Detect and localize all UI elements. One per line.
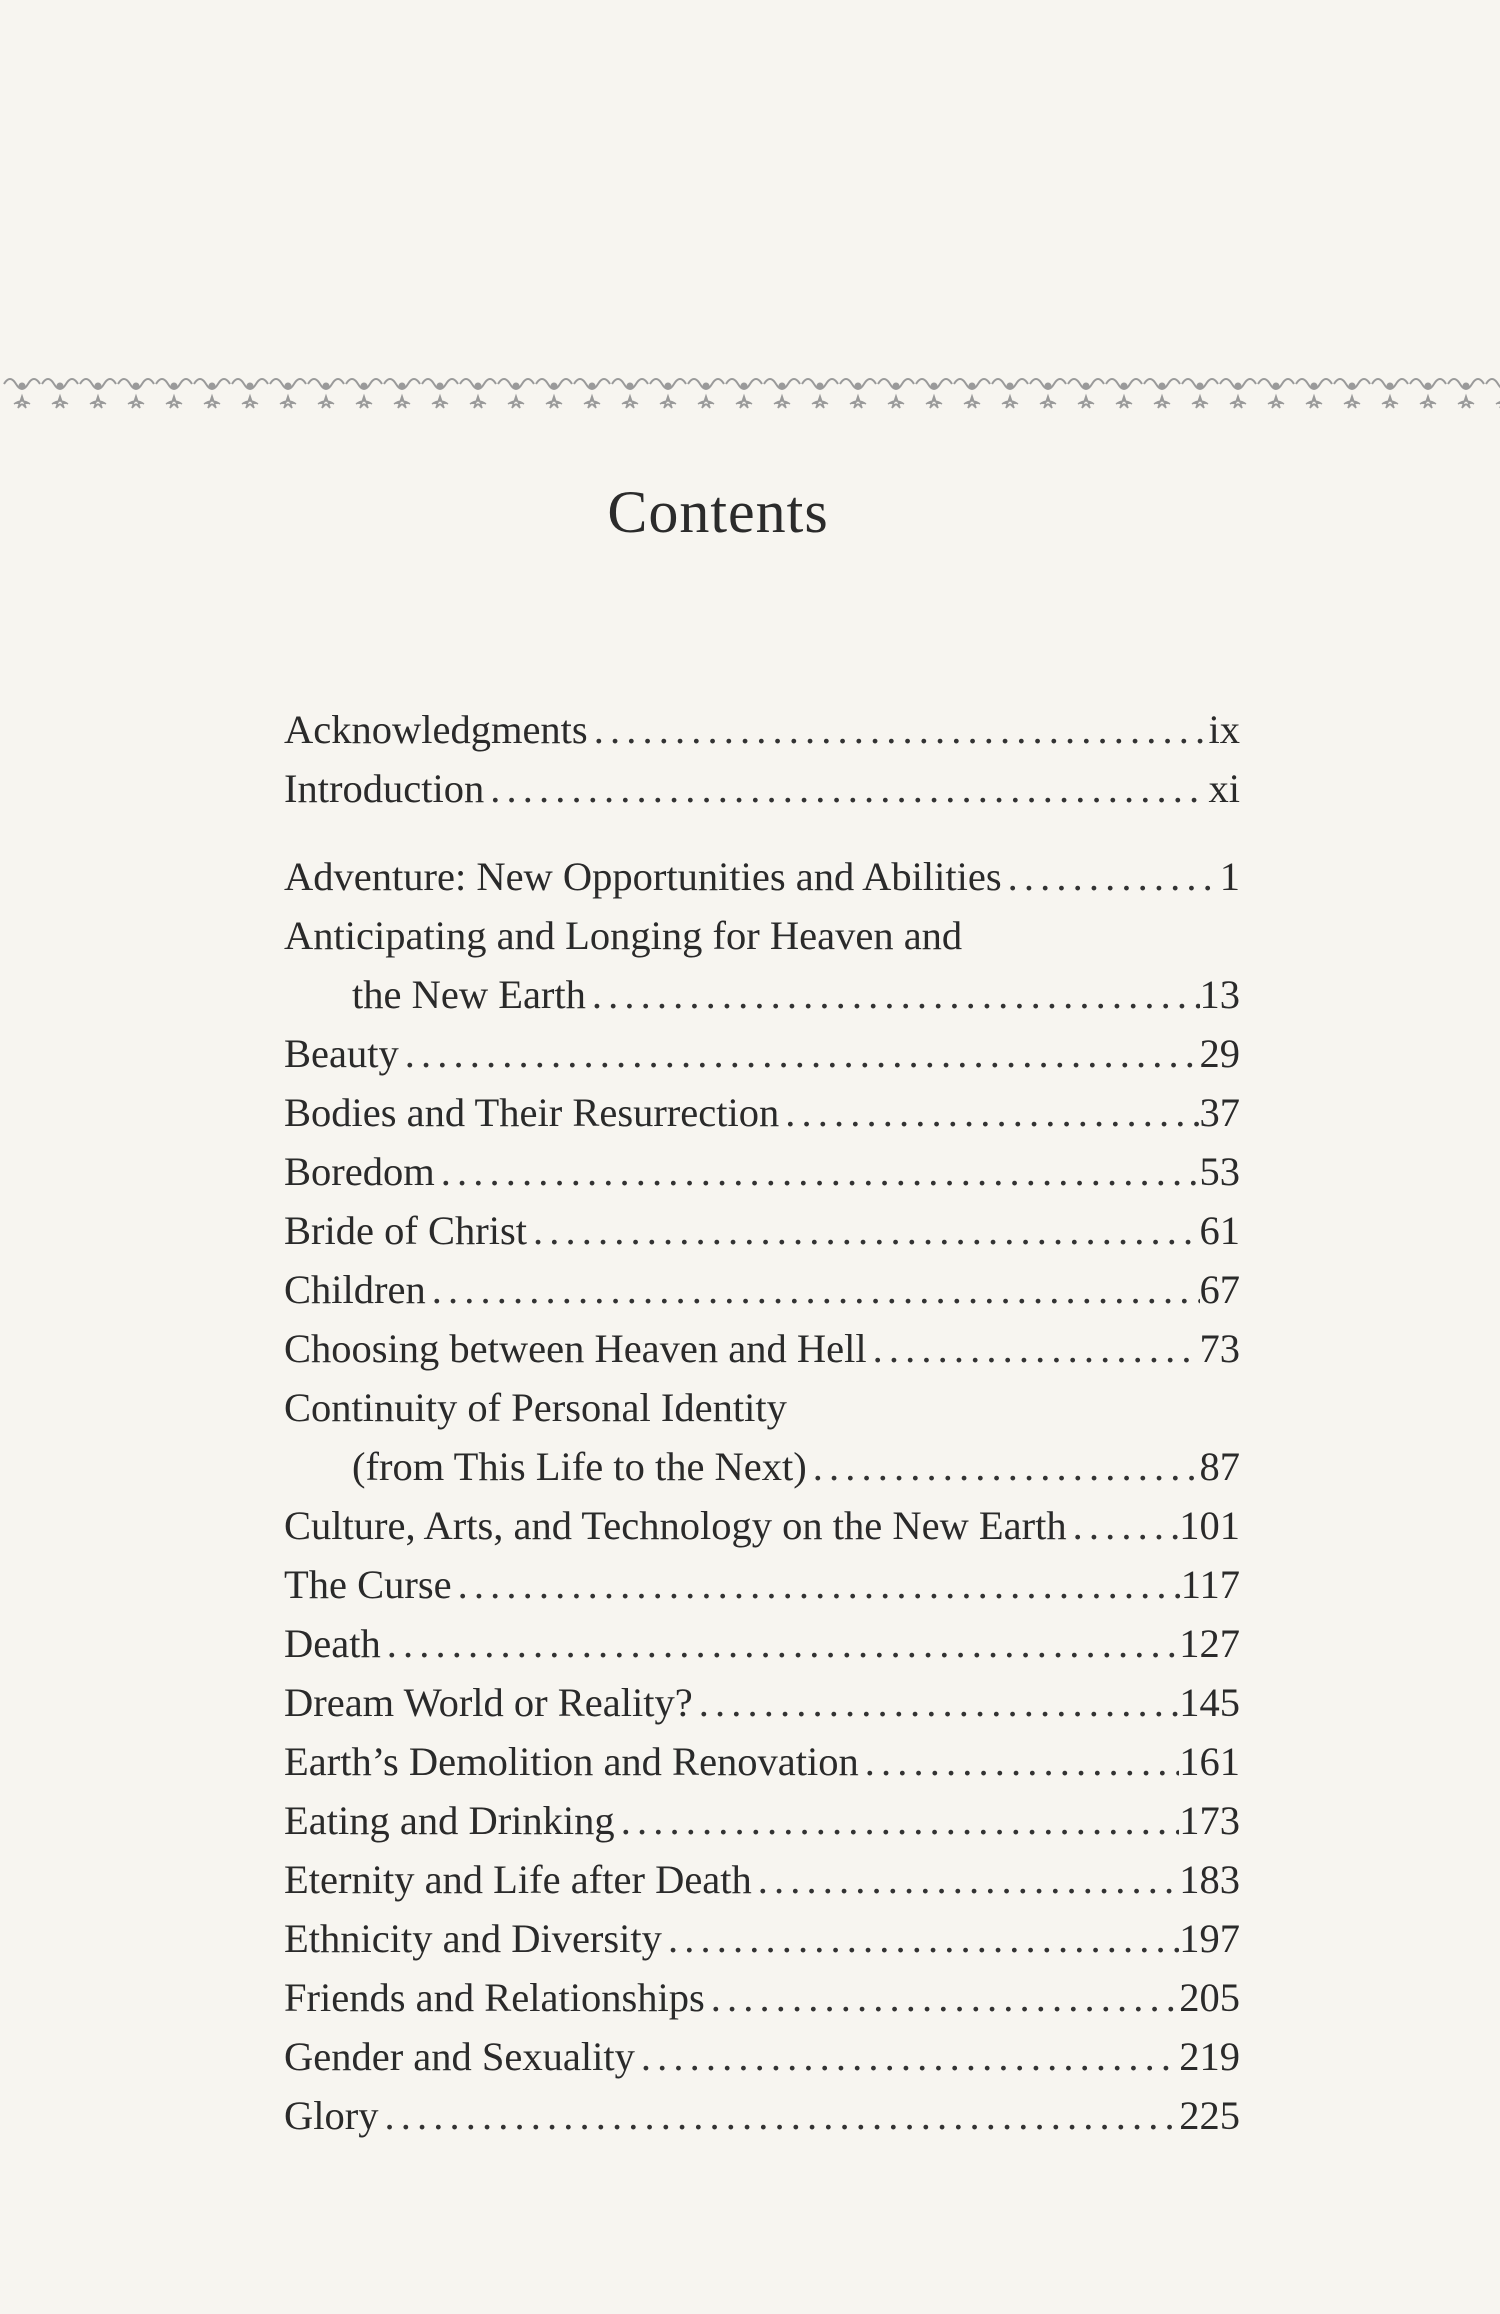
fleur-motif-icon: [764, 379, 800, 408]
toc-entry-page-number: 1: [1219, 854, 1240, 899]
page-title: Contents: [607, 479, 829, 545]
toc-entry[interactable]: [284, 1968, 1240, 2027]
dot-leader: [1002, 847, 1220, 906]
toc-entry-label-line1: Anticipating and Longing for Heaven and: [284, 913, 963, 958]
toc-entry-line: [284, 1496, 1240, 1555]
fleur-motif-icon: [574, 379, 610, 408]
toc-entry-label: Eternity and Life after Death: [284, 1857, 752, 1902]
toc-entry[interactable]: [284, 1614, 1240, 1673]
dot-leader: [379, 2086, 1180, 2145]
dot-leader: [381, 1614, 1180, 1673]
toc-entry[interactable]: [284, 1260, 1240, 1319]
toc-entry-page-number: 205: [1179, 1975, 1240, 2020]
fleur-motif-icon: [1030, 379, 1066, 408]
toc-entry-page-number: 61: [1199, 1208, 1240, 1253]
toc-entry-label: Introduction: [284, 766, 485, 811]
toc-entry-label: Boredom: [284, 1149, 435, 1194]
toc-entry-page-number: 197: [1179, 1916, 1240, 1961]
toc-entry-page-number: 161: [1179, 1739, 1240, 1784]
dot-leader: [807, 1437, 1200, 1496]
fleur-motif-icon: [1258, 379, 1294, 408]
toc-entry[interactable]: [284, 1909, 1240, 1968]
toc-entry-page-number: 145: [1179, 1680, 1240, 1725]
fleur-motif-icon: [1334, 379, 1370, 408]
toc-entry-line: [284, 1968, 1240, 2027]
fleur-motif-icon: [1144, 379, 1180, 408]
toc-entry[interactable]: [284, 759, 1240, 818]
fleur-motif-icon: [42, 379, 78, 408]
toc-entry[interactable]: [284, 1673, 1240, 1732]
toc-entry-label: Ethnicity and Diversity: [284, 1916, 662, 1961]
toc-entry-page-number: 219: [1179, 2034, 1240, 2079]
toc-entry[interactable]: [284, 1319, 1240, 1378]
dot-leader: [588, 700, 1209, 759]
toc-entry-line: [284, 965, 1240, 1024]
toc-entry-line: [284, 1909, 1240, 1968]
fleur-motif-icon: [384, 379, 420, 408]
dot-leader: [426, 1260, 1200, 1319]
dot-leader: [399, 1024, 1200, 1083]
fleur-motif-icon: [194, 379, 230, 408]
fleur-motif-icon: [650, 379, 686, 408]
toc-entry-line: [284, 1791, 1240, 1850]
toc-entry-page-number: 173: [1179, 1798, 1240, 1843]
toc-entry-label: Earth’s Demolition and Renovation: [284, 1739, 859, 1784]
toc-entry-label: Eating and Drinking: [284, 1798, 615, 1843]
dot-leader: [867, 1319, 1200, 1378]
dot-leader: [586, 965, 1200, 1024]
toc-entry[interactable]: [284, 1496, 1240, 1555]
fleur-motif-icon: [1296, 379, 1332, 408]
dot-leader: [779, 1083, 1199, 1142]
fleur-motif-icon: [1410, 379, 1446, 408]
fleur-motif-icon: [840, 379, 876, 408]
dot-leader: [693, 1673, 1180, 1732]
toc-entry-line: [284, 2086, 1240, 2145]
dot-leader: [705, 1968, 1180, 2027]
fleur-motif-icon: [1486, 379, 1500, 408]
toc-entry-label: Beauty: [284, 1031, 399, 1076]
toc-entry-line: [284, 759, 1240, 818]
dot-leader: [435, 1142, 1200, 1201]
toc-entry-line: [284, 1083, 1240, 1142]
toc-entry[interactable]: [284, 2027, 1240, 2086]
dot-leader: [527, 1201, 1200, 1260]
fleur-motif-icon: [308, 379, 344, 408]
ornamental-border-icon: [0, 370, 1500, 422]
toc-entry-page-number: ix: [1208, 707, 1240, 752]
toc-entry[interactable]: [284, 1142, 1240, 1201]
toc-entry-page-number: 13: [1199, 972, 1240, 1017]
fleur-motif-icon: [992, 379, 1028, 408]
dot-leader: [1067, 1496, 1180, 1555]
fleur-motif-icon: [878, 379, 914, 408]
fleur-motif-icon: [688, 379, 724, 408]
toc-entry-label: (from This Life to the Next): [352, 1444, 807, 1489]
toc-entry-page-number: 29: [1199, 1031, 1240, 1076]
toc-entry-label: Bodies and Their Resurrection: [284, 1090, 780, 1135]
toc-entry[interactable]: [284, 2086, 1240, 2145]
toc-entry-line: [284, 847, 1240, 906]
toc-entry-label: The Curse: [284, 1562, 452, 1607]
toc-entry-line: [284, 1850, 1240, 1909]
fleur-motif-icon: [1220, 379, 1256, 408]
toc-entry-page-number: 101: [1179, 1503, 1240, 1548]
toc-entry[interactable]: [284, 1378, 1240, 1496]
fleur-motif-icon: [536, 379, 572, 408]
toc-entry-label: Gender and Sexuality: [284, 2034, 635, 2079]
toc-entry[interactable]: [284, 1732, 1240, 1791]
toc-entry-label: Choosing between Heaven and Hell: [284, 1326, 867, 1371]
toc-entry-label: Bride of Christ: [284, 1208, 527, 1253]
fleur-motif-icon: [1182, 379, 1218, 408]
toc-entry-label: Death: [284, 1621, 381, 1666]
toc-entry-line: [284, 1142, 1240, 1201]
fleur-motif-icon: [346, 379, 382, 408]
fleur-motif-icon: [726, 379, 762, 408]
dot-leader: [859, 1732, 1179, 1791]
toc-entry-page-number: 87: [1199, 1444, 1240, 1489]
toc-entry-page-number: 73: [1199, 1326, 1240, 1371]
fleur-motif-icon: [1106, 379, 1142, 408]
toc-entry[interactable]: [284, 1850, 1240, 1909]
toc-entry-line: [284, 1024, 1240, 1083]
toc-entry-label: Adventure: New Opportunities and Abilities: [284, 854, 1002, 899]
fleur-motif-icon: [422, 379, 458, 408]
toc-entry-label: Glory: [284, 2093, 379, 2138]
fleur-motif-icon: [612, 379, 648, 408]
toc-entry-page-number: 53: [1199, 1149, 1240, 1194]
dot-leader: [615, 1791, 1180, 1850]
toc-entry[interactable]: [284, 1024, 1240, 1083]
toc-entry-page-number: 225: [1179, 2093, 1240, 2138]
fleur-motif-icon: [80, 379, 116, 408]
toc-entry-page-number: xi: [1208, 766, 1240, 811]
toc-entry[interactable]: [284, 1791, 1240, 1850]
toc-entry-line: [284, 2027, 1240, 2086]
fleur-motif-icon: [232, 379, 268, 408]
fleur-motif-icon: [498, 379, 534, 408]
toc-entry-line: [284, 700, 1240, 759]
toc-entry-label-line1: Continuity of Personal Identity: [284, 1385, 787, 1430]
toc-entry-label: the New Earth: [352, 972, 586, 1017]
toc-entry-label: Dream World or Reality?: [284, 1680, 693, 1725]
toc-entry-label: Children: [284, 1267, 426, 1312]
toc-entry-page-number: 37: [1199, 1090, 1240, 1135]
front-matter-list: [284, 700, 1240, 818]
toc-entry-line: [284, 1555, 1240, 1614]
fleur-motif-icon: [1068, 379, 1104, 408]
toc-entry-line: [284, 1673, 1240, 1732]
dot-leader: [635, 2027, 1179, 2086]
toc-entry-line: [284, 1319, 1240, 1378]
dot-leader: [452, 1555, 1181, 1614]
table-of-contents: [284, 700, 1240, 2145]
toc-entry-line: [284, 1732, 1240, 1791]
toc-entry-page-number: 127: [1179, 1621, 1240, 1666]
toc-entry-label: Culture, Arts, and Technology on the New Earth: [284, 1503, 1067, 1548]
toc-entry-page-number: 183: [1179, 1857, 1240, 1902]
toc-entry-line: [284, 1614, 1240, 1673]
fleur-motif-icon: [4, 379, 40, 408]
toc-entry-page-number: 67: [1199, 1267, 1240, 1312]
toc-entry-line: [284, 1260, 1240, 1319]
toc-entry-line: [284, 1437, 1240, 1496]
dot-leader: [484, 759, 1208, 818]
fleur-motif-icon: [156, 379, 192, 408]
fleur-motif-icon: [1448, 379, 1484, 408]
fleur-motif-icon: [118, 379, 154, 408]
dot-leader: [662, 1909, 1179, 1968]
toc-entry-label: Acknowledgments: [284, 707, 588, 752]
toc-entry-label: Friends and Relationships: [284, 1975, 705, 2020]
fleur-motif-icon: [802, 379, 838, 408]
toc-entry-line: [284, 1201, 1240, 1260]
toc-entry-page-number: 117: [1180, 1562, 1240, 1607]
fleur-motif-icon: [270, 379, 306, 408]
fleur-motif-icon: [954, 379, 990, 408]
chapter-list: [284, 847, 1240, 2145]
toc-entry[interactable]: [284, 847, 1240, 906]
toc-entry[interactable]: [284, 1555, 1240, 1614]
dot-leader: [752, 1850, 1179, 1909]
toc-entry[interactable]: [284, 1201, 1240, 1260]
toc-entry[interactable]: [284, 906, 1240, 1024]
fleur-motif-icon: [916, 379, 952, 408]
toc-entry[interactable]: [284, 1083, 1240, 1142]
toc-entry[interactable]: [284, 700, 1240, 759]
fleur-motif-icon: [460, 379, 496, 408]
fleur-motif-icon: [1372, 379, 1408, 408]
